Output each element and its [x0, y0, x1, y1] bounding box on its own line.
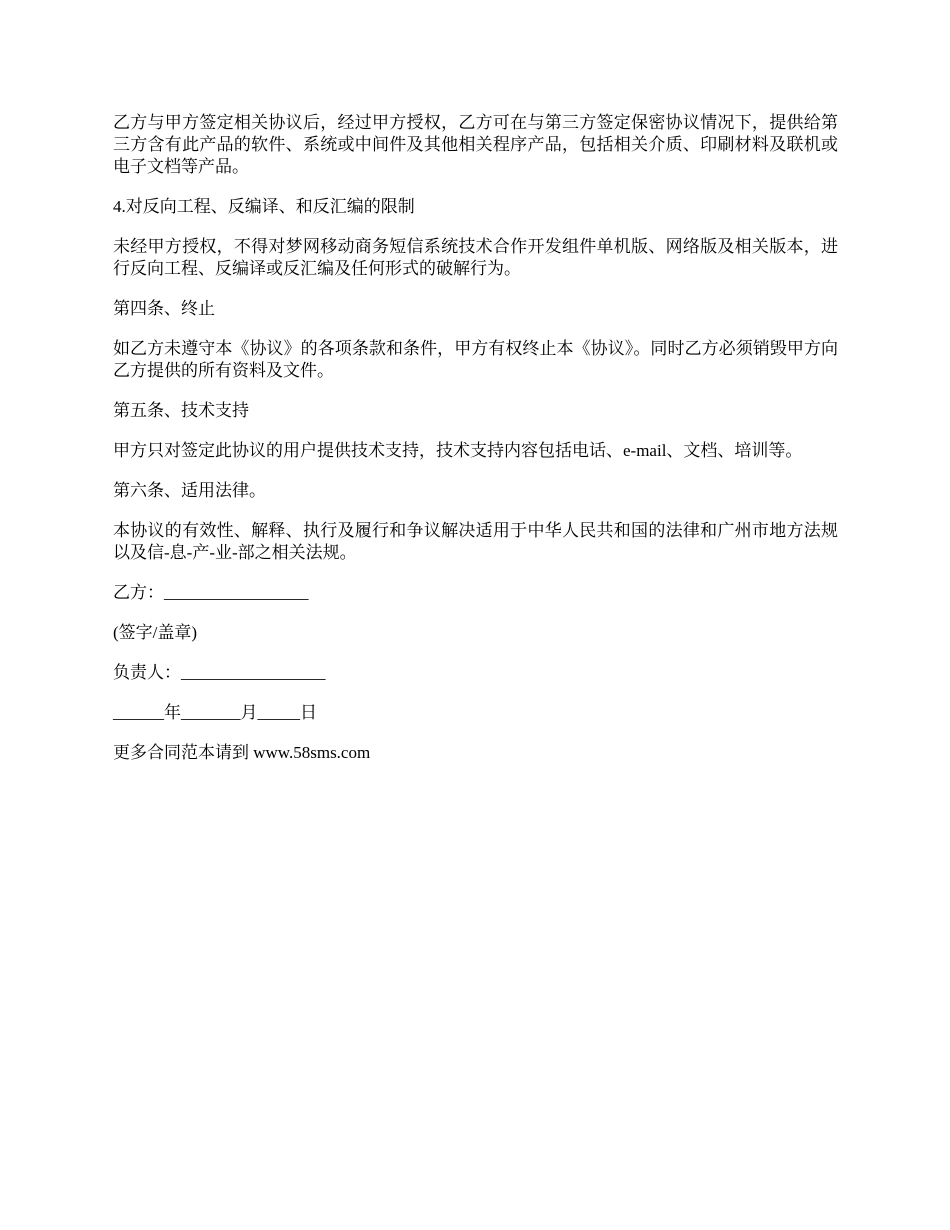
signature-responsible-person: 负责人：_________________ [113, 663, 326, 682]
signature-seal-note: (签字/盖章) [113, 623, 198, 642]
footer-more-templates: 更多合同范本请到 www.58sms.com [113, 743, 371, 762]
signature-date: ______年_______月_____日 [113, 703, 317, 722]
signature-party-b: 乙方：_________________ [113, 583, 309, 602]
section-heading-governing-law: 第六条、适用法律。 [113, 481, 266, 500]
paragraph-governing-law: 本协议的有效性、解释、执行及履行和争议解决适用于中华人民共和国的法律和广州市地方法规以及信-息-产-业-部之相关法规。 [113, 521, 838, 562]
paragraph-reverse-engineering: 未经甲方授权，不得对梦网移动商务短信系统技术合作开发组件单机版、网络版及相关版本，进行反向工程、反编译或反汇编及任何形式的破解行为。 [113, 237, 838, 278]
section-heading-reverse-engineering: 4.对反向工程、反编译、和反汇编的限制 [113, 197, 415, 216]
paragraph-tech-support: 甲方只对签定此协议的用户提供技术支持，技术支持内容包括电话、e-mail、文档、培训等。 [113, 441, 803, 460]
section-heading-termination: 第四条、终止 [113, 299, 215, 318]
section-heading-tech-support: 第五条、技术支持 [113, 401, 249, 420]
paragraph-termination: 如乙方未遵守本《协议》的各项条款和条件，甲方有权终止本《协议》。同时乙方必须销毁甲方向乙方提供的所有资料及文件。 [113, 339, 838, 380]
paragraph-disclosure-terms: 乙方与甲方签定相关协议后，经过甲方授权，乙方可在与第三方签定保密协议情况下，提供给第三方含有此产品的软件、系统或中间件及其他相关程序产品，包括相关介质、印刷材料及联机或电子文档等产品。 [113, 113, 838, 176]
